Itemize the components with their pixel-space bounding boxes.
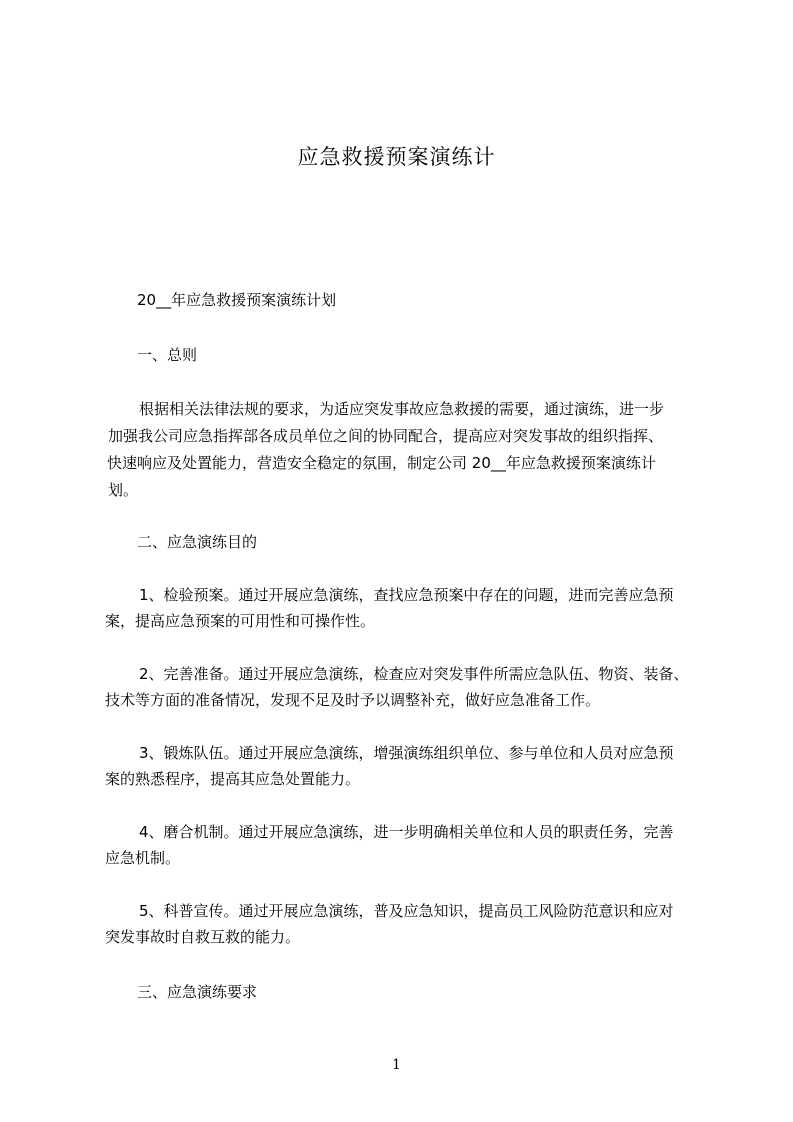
paragraph-line: 根据相关法律法规的要求，为适应突发事故应急救援的需要，通过演练，进一步 [139, 400, 665, 418]
document-subtitle: 20__年应急救援预案演练计划 [137, 291, 337, 309]
section-heading-requirements: 三、应急演练要求 [137, 983, 258, 1001]
paragraph-line: 5、科普宣传。通过开展应急演练，普及应急知识，提高员工风险防范意识和应对 [139, 902, 674, 920]
paragraph-line: 加强我公司应急指挥部各成员单位之间的协同配合，提高应对突发事故的组织指挥、 [108, 427, 664, 445]
paragraph-line: 划。 [108, 481, 139, 499]
document-title: 应急救援预案演练计 [297, 145, 496, 169]
section-heading-purpose: 二、应急演练目的 [137, 533, 258, 551]
paragraph-line: 4、磨合机制。通过开展应急演练，进一步明确相关单位和人员的职责任务，完善 [139, 823, 674, 841]
paragraph-line: 案的熟悉程序，提高其应急处置能力。 [105, 770, 361, 788]
paragraph-line: 突发事故时自救互救的能力。 [105, 928, 301, 946]
paragraph-line: 1、检验预案。通过开展应急演练，查找应急预案中存在的问题，进而完善应急预 [139, 586, 674, 604]
paragraph-line: 案，提高应急预案的可用性和可操作性。 [105, 612, 376, 630]
paragraph-line: 2、完善准备。通过开展应急演练，检查应对突发事件所需应急队伍、物资、装备、 [139, 665, 689, 683]
page-number: 1 [392, 1057, 401, 1073]
paragraph-line: 技术等方面的准备情况，发现不足及时予以调整补充，做好应急准备工作。 [105, 691, 601, 709]
paragraph-line: 快速响应及处置能力，营造安全稳定的氛围，制定公司 20__年应急救援预案演练计 [107, 454, 656, 472]
paragraph-line: 应急机制。 [105, 849, 181, 867]
paragraph-line: 3、锻炼队伍。通过开展应急演练，增强演练组织单位、参与单位和人员对应急预 [139, 744, 674, 762]
section-heading-general: 一、总则 [137, 346, 198, 364]
